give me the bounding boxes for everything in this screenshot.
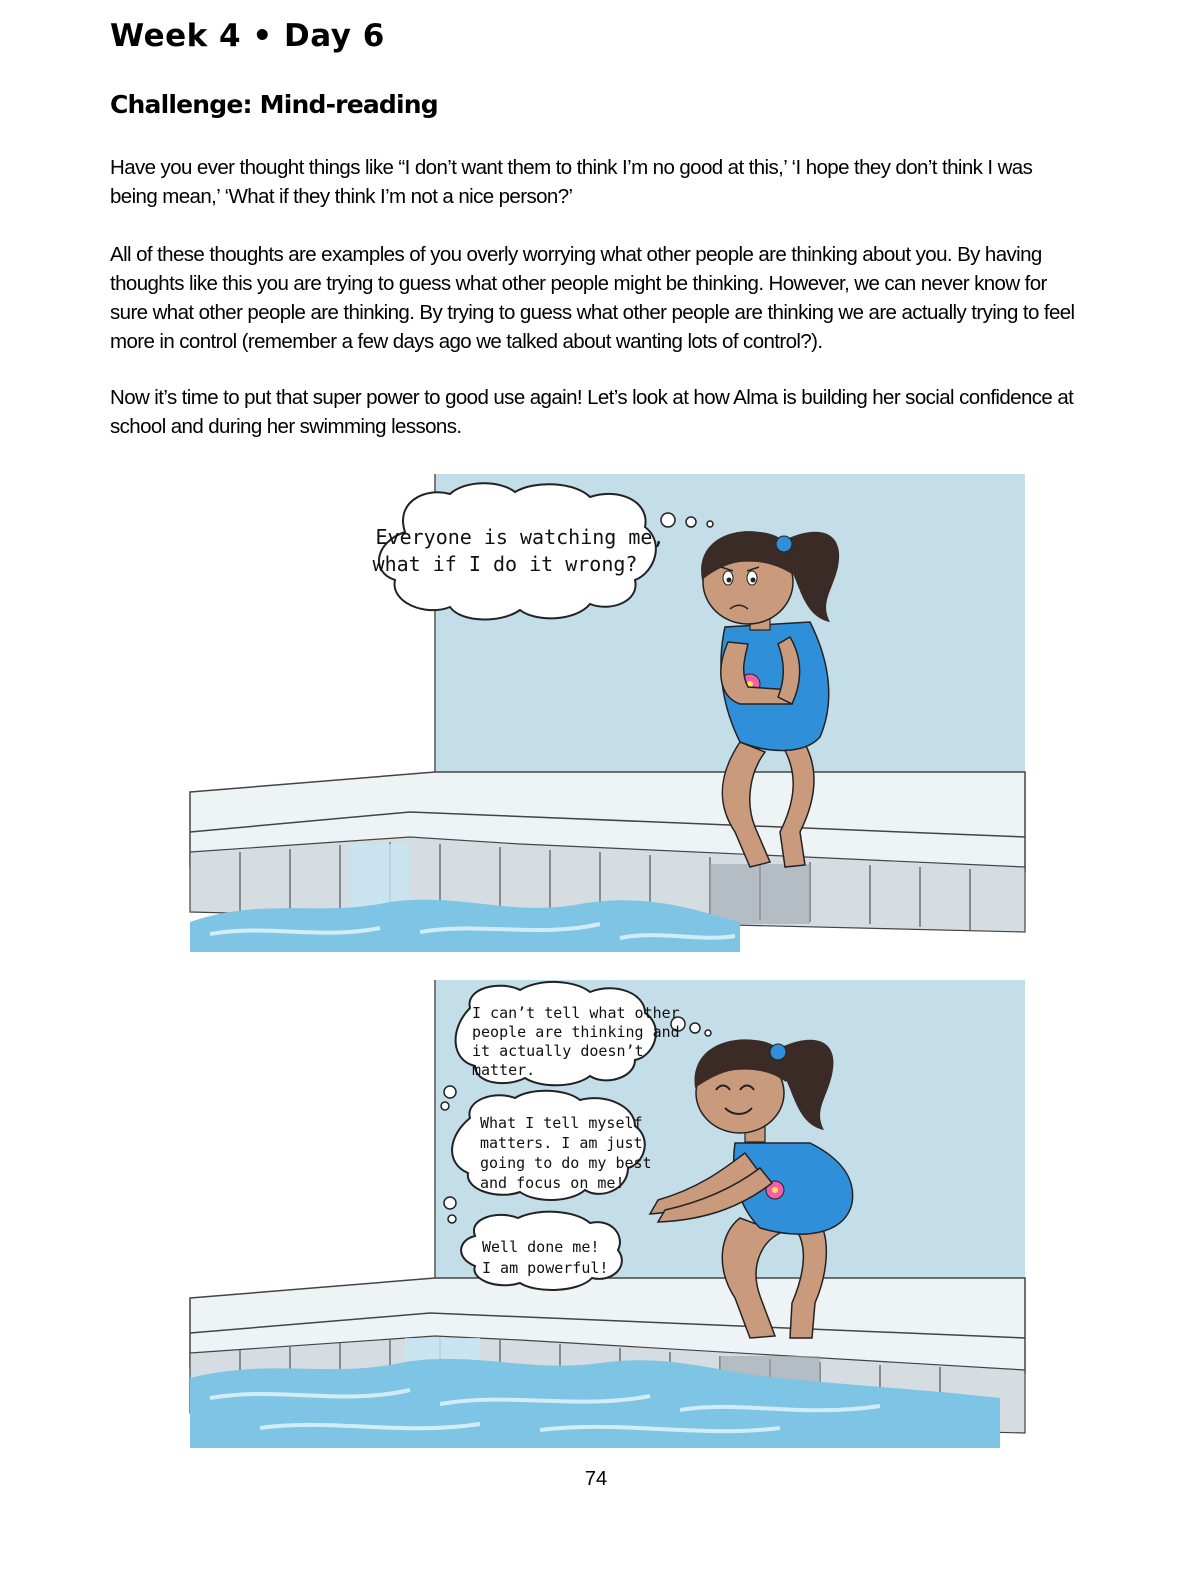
page-heading: Week 4 • Day 6: [110, 18, 385, 54]
illustration-worried: [180, 472, 1030, 952]
intro-paragraph: Have you ever thought things like “I don’t want them to think I’m no good at this,’ ‘I hope they don’t think I was being mean,’ ‘What if they think I’m not a nice person?’: [110, 156, 1033, 208]
illustration-confident: [180, 978, 1030, 1448]
thought-text-line-2: what if I do it wrong?: [372, 552, 638, 576]
thought3-line-1: Well done me!: [482, 1238, 600, 1256]
thought2-line-4: and focus on me!: [480, 1174, 625, 1192]
transition-paragraph: Now it’s time to put that super power to good use again! Let’s look at how Alma is building her social confidence at school and during her swimming lessons.: [110, 386, 1074, 438]
thought2-line-2: matters. I am just: [480, 1134, 643, 1152]
section-title: Challenge: Mind-reading: [110, 90, 438, 119]
thought3-line-2: I am powerful!: [482, 1259, 609, 1277]
thought2-line-3: going to do my best: [480, 1154, 652, 1172]
page-number: 74: [584, 1468, 608, 1490]
thought1-line-3: it actually doesn’t: [472, 1042, 644, 1060]
thought1-line-4: matter.: [472, 1061, 536, 1079]
thought1-line-2: people are thinking and: [472, 1023, 680, 1041]
thought-text-line-1: Everyone is watching me,: [375, 525, 665, 549]
thought2-line-1: What I tell myself: [480, 1114, 643, 1132]
explanation-paragraph: All of these thoughts are examples of you overly worrying what other people are thinking about you. By having thoughts like this you are trying to guess what other people might be thinking. However, we can never know for sure what other people are thinking. By trying to guess what other people are thinking we are actually trying to feel more in control (remember a few days ago we talked about wanting lots of control?).: [110, 243, 1075, 353]
comic-panel-confident: [180, 978, 1030, 1448]
comic-panel-worried: [180, 472, 1030, 952]
thought1-line-1: I can’t tell what other: [472, 1004, 680, 1022]
